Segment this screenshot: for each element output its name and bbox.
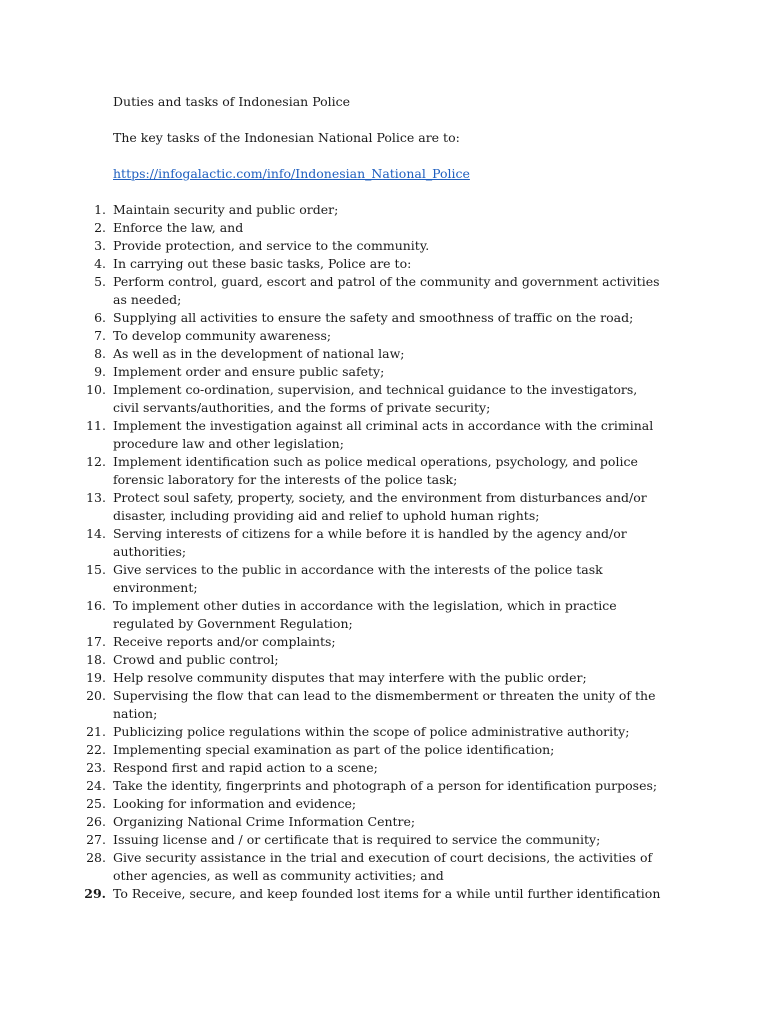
list-item-text: Respond first and rapid action to a scene; <box>113 760 378 775</box>
list-item <box>0 777 700 795</box>
intro-text: The key tasks of the Indonesian National Police are to: <box>113 130 460 145</box>
list-item <box>0 525 700 561</box>
list-item-text: Enforce the law, and <box>113 220 244 235</box>
list-item-text: Implement order and ensure public safety; <box>113 364 385 379</box>
list-item-number: 20. <box>86 688 106 703</box>
list-item <box>0 669 700 687</box>
list-item-text: Organizing National Crime Information Centre; <box>113 814 416 829</box>
list-item <box>0 651 700 669</box>
list-item-text: To implement other duties in accordance with the legislation, which in practice regulated by Government Regulation; <box>113 598 617 631</box>
source-link[interactable]: https://infogalactic.com/info/Indonesian_National_Police <box>113 166 470 181</box>
list-item-number: 25. <box>86 796 106 811</box>
list-item-number: 24. <box>86 778 106 793</box>
list-item-number: 10. <box>86 382 106 397</box>
list-item <box>0 201 700 219</box>
list-item-number: 15. <box>86 562 106 577</box>
list-item-number: 27. <box>86 832 106 847</box>
list-item-number: 9. <box>94 364 106 379</box>
list-item-text: Maintain security and public order; <box>113 202 339 217</box>
list-item-text: Issuing license and / or certificate that is required to service the community; <box>113 832 601 847</box>
list-item-number: 5. <box>94 274 106 289</box>
list-item-number: 26. <box>86 814 106 829</box>
list-item <box>0 489 700 525</box>
list-item-number: 2. <box>94 220 106 235</box>
document-title: Duties and tasks of Indonesian Police <box>113 94 351 109</box>
list-item <box>0 255 700 273</box>
list-item-text: To Receive, secure, and keep founded lost items for a while until further identification <box>113 886 661 901</box>
list-item-number: 1. <box>94 202 106 217</box>
list-item-text: Protect soul safety, property, society, and the environment from disturbances and/or disaster, including providing aid and relief to uphold human rights; <box>113 490 647 523</box>
list-item-text: Looking for information and evidence; <box>113 796 357 811</box>
list-item-number: 29. <box>84 886 106 901</box>
list-item <box>0 381 700 417</box>
list-item-number: 17. <box>86 634 106 649</box>
list-item <box>0 633 700 651</box>
list-item-text: Serving interests of citizens for a while before it is handled by the agency and/or authorities; <box>113 526 627 559</box>
list-item-text: In carrying out these basic tasks, Police are to: <box>113 256 412 271</box>
list-item-number: 22. <box>86 742 106 757</box>
list-item-number: 11. <box>86 418 106 433</box>
list-item-text: To develop community awareness; <box>113 328 332 343</box>
list-item-text: Help resolve community disputes that may interfere with the public order; <box>113 670 587 685</box>
list-item-text: Supplying all activities to ensure the safety and smoothness of traffic on the road; <box>113 310 634 325</box>
list-item <box>0 849 700 885</box>
list-item <box>0 309 700 327</box>
list-item-text: Take the identity, fingerprints and photograph of a person for identification purposes; <box>113 778 658 793</box>
list-item <box>0 723 700 741</box>
list-item <box>0 561 700 597</box>
list-item <box>0 345 700 363</box>
list-item-number: 6. <box>94 310 106 325</box>
list-item-number: 23. <box>86 760 106 775</box>
list-item-number: 13. <box>86 490 106 505</box>
list-item-number: 19. <box>86 670 106 685</box>
list-item-text: Implement co-ordination, supervision, and technical guidance to the investigators, civil servants/authorities, and the forms of private security; <box>113 382 638 415</box>
list-item-text: Crowd and public control; <box>113 652 279 667</box>
list-item-number: 18. <box>86 652 106 667</box>
duties-list <box>0 201 700 903</box>
list-item-text: Receive reports and/or complaints; <box>113 634 336 649</box>
list-item <box>0 417 700 453</box>
list-item <box>0 327 700 345</box>
list-item-text: Perform control, guard, escort and patrol of the community and government activities as needed; <box>113 274 660 307</box>
list-item <box>0 687 700 723</box>
list-item-number: 12. <box>86 454 106 469</box>
list-item-number: 28. <box>86 850 106 865</box>
list-item-number: 21. <box>86 724 106 739</box>
list-item <box>0 453 700 489</box>
list-item-number: 7. <box>94 328 106 343</box>
list-item-number: 3. <box>94 238 106 253</box>
list-item-text: Supervising the flow that can lead to the dismemberment or threaten the unity of the nation; <box>113 688 656 721</box>
list-item <box>0 885 700 903</box>
list-item <box>0 813 700 831</box>
list-item-text: Give services to the public in accordance with the interests of the police task environment; <box>113 562 603 595</box>
list-item <box>0 831 700 849</box>
list-item-text: Implement the investigation against all criminal acts in accordance with the criminal procedure law and other legislation; <box>113 418 654 451</box>
list-item-number: 4. <box>94 256 106 271</box>
list-item-number: 16. <box>86 598 106 613</box>
list-item-text: Publicizing police regulations within the scope of police administrative authority; <box>113 724 630 739</box>
list-item-text: Give security assistance in the trial and execution of court decisions, the activities of other agencies, as well as community activities; and <box>113 850 653 883</box>
list-item-number: 8. <box>94 346 106 361</box>
list-item <box>0 219 700 237</box>
list-item-text: Provide protection, and service to the community. <box>113 238 430 253</box>
list-item <box>0 363 700 381</box>
list-item-text: As well as in the development of national law; <box>113 346 405 361</box>
list-item-number: 14. <box>86 526 106 541</box>
list-item-text: Implement identification such as police medical operations, psychology, and police forensic laboratory for the interests of the police task; <box>113 454 638 487</box>
list-item <box>0 759 700 777</box>
list-item <box>0 273 700 309</box>
list-item <box>0 237 700 255</box>
list-item <box>0 741 700 759</box>
list-item <box>0 597 700 633</box>
list-item-text: Implementing special examination as part of the police identification; <box>113 742 555 757</box>
list-item <box>0 795 700 813</box>
